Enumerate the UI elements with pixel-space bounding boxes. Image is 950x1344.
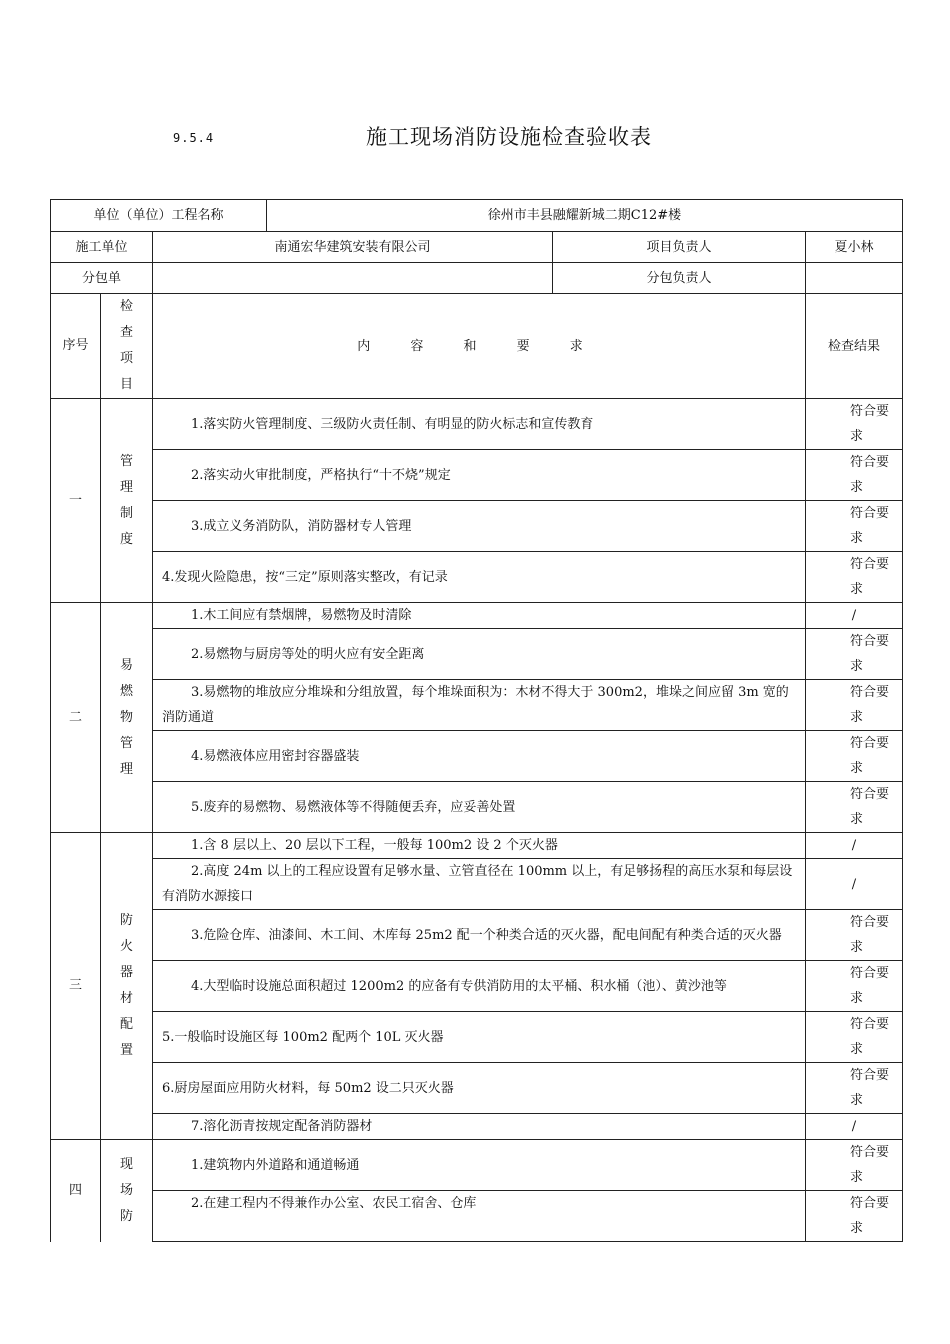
check-result: 符合要求: [806, 1012, 903, 1063]
table-row: [51, 603, 903, 629]
table-row: [51, 501, 903, 552]
section-name-3: 防火器材配置: [101, 833, 153, 1140]
item-header: 检查项目: [101, 294, 153, 399]
table-row: [51, 1063, 903, 1114]
sub-manager-value: [806, 263, 903, 294]
check-result: 符合要求: [806, 680, 903, 731]
requirement-text: 3.易燃物的堆放应分堆垛和分组放置，每个堆垛面积为：木材不得大于 300m2，堆垛之间应留 3m 宽的消防通道: [153, 680, 806, 731]
requirement-text: 3.危险仓库、油漆间、木工间、木库每 25m2 配一个种类合适的灭火器，配电间配有种类合适的灭火器: [153, 910, 806, 961]
contractor-label: 施工单位: [51, 232, 153, 263]
table-row: [51, 450, 903, 501]
table-row: [51, 629, 903, 680]
check-result: 符合要求: [806, 961, 903, 1012]
check-result: 符合要求: [806, 910, 903, 961]
table-row: [51, 910, 903, 961]
check-result: 符合要求: [806, 501, 903, 552]
check-result: 符合要求: [806, 782, 903, 833]
check-result: 符合要求: [806, 552, 903, 603]
table-row: [51, 833, 903, 859]
check-result: 符合要求: [806, 731, 903, 782]
requirement-text: 4.大型临时设施总面积超过 1200m2 的应备有专供消防用的太平桶、积水桶（池）、黄沙池等: [153, 961, 806, 1012]
table-row: [51, 399, 903, 450]
requirement-text: 5.一般临时设施区每 100m2 配两个 10L 灭火器: [153, 1012, 806, 1063]
requirement-text: 3.成立义务消防队，消防器材专人管理: [153, 501, 806, 552]
check-result: 符合要求: [806, 1191, 903, 1242]
table-row: [51, 680, 903, 731]
subcontractor-value: [153, 263, 553, 294]
requirement-text: 6.厨房屋面应用防火材料，每 50m2 设二只灭火器: [153, 1063, 806, 1114]
table-row: [51, 552, 903, 603]
project-label: 单位（单位）工程名称: [51, 200, 267, 232]
table-row: [51, 1114, 903, 1140]
project-value: 徐州市丰县融耀新城二期C12#楼: [267, 200, 903, 232]
section-no-2: 二: [51, 603, 101, 833]
requirement-text: 4.发现火险隐患，按“三定”原则落实整改，有记录: [153, 552, 806, 603]
check-result: 符合要求: [806, 1140, 903, 1191]
subcontractor-label: 分包单: [51, 263, 153, 294]
requirement-text: 1.含 8 层以上、20 层以下工程，一般每 100m2 设 2 个灭火器: [153, 833, 806, 859]
table-row: [51, 1191, 903, 1242]
contractor-value: 南通宏华建筑安装有限公司: [153, 232, 553, 263]
contractor-row: [51, 232, 903, 263]
section-no-3: 三: [51, 833, 101, 1140]
table-row: [51, 731, 903, 782]
requirement-text: 1.落实防火管理制度、三级防火责任制、有明显的防火标志和宣传教育: [153, 399, 806, 450]
section-number: 9.5.4: [173, 131, 215, 145]
check-result: 符合要求: [806, 629, 903, 680]
seq-header: 序号: [51, 294, 101, 399]
check-result: /: [806, 859, 903, 910]
column-header-row: [51, 294, 903, 399]
requirement-text: 1.木工间应有禁烟牌，易燃物及时清除: [153, 603, 806, 629]
result-header: 检查结果: [806, 294, 903, 399]
subcontractor-row: [51, 263, 903, 294]
requirement-text: 2.易燃物与厨房等处的明火应有安全距离: [153, 629, 806, 680]
requirement-text: 2.在建工程内不得兼作办公室、农民工宿舍、仓库: [153, 1191, 806, 1242]
page-title: 施工现场消防设施检查验收表: [366, 125, 652, 149]
table-row: [51, 961, 903, 1012]
sub-manager-label: 分包负责人: [553, 263, 806, 294]
manager-value: 夏小林: [806, 232, 903, 263]
requirement-text: 2.高度 24m 以上的工程应设置有足够水量、立管直径在 100mm 以上，有足够扬程的高压水泵和每层设有消防水源接口: [153, 859, 806, 910]
check-result: /: [806, 1114, 903, 1140]
requirement-text: 2.落实动火审批制度，严格执行“十不烧”规定: [153, 450, 806, 501]
check-result: 符合要求: [806, 1063, 903, 1114]
section-name-2: 易燃物管理: [101, 603, 153, 833]
section-no-4: 四: [51, 1140, 101, 1242]
table-row: [51, 1140, 903, 1191]
check-result: /: [806, 603, 903, 629]
section-name-4: 现场防: [101, 1140, 153, 1242]
check-result: 符合要求: [806, 399, 903, 450]
section-name-1: 管理制度: [101, 399, 153, 603]
table-row: [51, 1012, 903, 1063]
requirement-text: 5.废弃的易燃物、易燃液体等不得随便丢弃，应妥善处置: [153, 782, 806, 833]
content-header: 内 容 和 要 求: [153, 294, 806, 399]
requirement-text: 4.易燃液体应用密封容器盛装: [153, 731, 806, 782]
manager-label: 项目负责人: [553, 232, 806, 263]
section-no-1: 一: [51, 399, 101, 603]
requirement-text: 1.建筑物内外道路和通道畅通: [153, 1140, 806, 1191]
check-result: /: [806, 833, 903, 859]
table-row: [51, 859, 903, 910]
table-row: [51, 782, 903, 833]
inspection-table: [50, 199, 903, 1242]
check-result: 符合要求: [806, 450, 903, 501]
requirement-text: 7.溶化沥青按规定配备消防器材: [153, 1114, 806, 1140]
project-row: [51, 200, 903, 232]
